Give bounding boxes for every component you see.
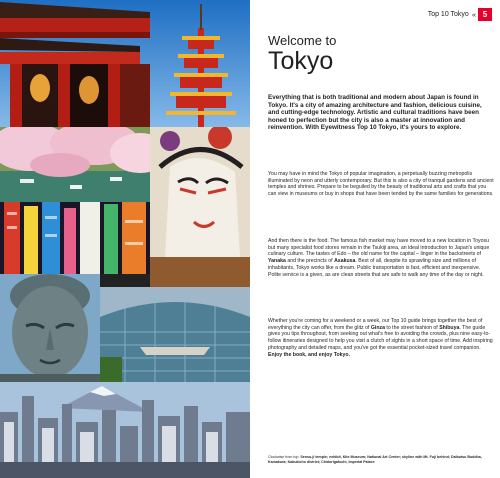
title-pre: Welcome to bbox=[268, 33, 337, 48]
text-run: And then there is the food. The famous fish market may have moved to a new location in Toyosu but many specialist food stores remain in the Tsukiji area, an ideal introduction to Japan's unique culinary culture. The tastes of Edo – the old name for the capital – linger in the backstreets of bbox=[268, 238, 490, 258]
text-run: and the precincts of bbox=[285, 258, 335, 265]
photo-skyline-mt-fuji bbox=[0, 382, 250, 478]
running-header bbox=[425, 8, 492, 21]
text-run: . The guide gives you tips throughout, from seeking out what's free to avoiding the crowds, plus nine easy-to-follow itineraries designed to help you visit a clutch of sights in a short space of time. Add inspiring photography and detailed maps, and you've got the essential pocket-sized travel companion. bbox=[268, 324, 493, 351]
body-paragraph-3 bbox=[268, 318, 494, 358]
text-run: . Best of all, despite its sprawling size and millions of inhabitants, Tokyo works like a dream. Public transportation is fast, efficient and inexpensive. Polite service is a given, as are clean streets that are safe to walk any time of the day or night. bbox=[268, 258, 484, 278]
body-paragraph-2 bbox=[268, 238, 494, 278]
text-page bbox=[250, 0, 500, 478]
page-number: 5 bbox=[478, 8, 492, 21]
place-asakusa: Asakusa bbox=[334, 258, 356, 265]
text-run: Whether you're coming for a weekend or a week, our Top 10 guide brings together the best of everything the city can offer, from the glitz of bbox=[268, 318, 483, 331]
closing-line: Enjoy the book, and enjoy Tokyo. bbox=[268, 351, 351, 358]
photo-national-art-center bbox=[100, 287, 250, 382]
intro-paragraph: Everything that is both traditional and modern about Japan is found in Tokyo. It's a city of amazing architecture and fashion, delicious cuisine, and cutting-edge technology. Artistic and cultural traditions have been honed to perfection but the city is also a master at innovation and reinvention. With Eyewitness Top 10 Tokyo, it's yours to explore. bbox=[268, 94, 482, 132]
chevron-left-icon: « bbox=[471, 10, 475, 19]
title-main: Tokyo bbox=[268, 47, 334, 75]
place-yanaka: Yanaka bbox=[268, 258, 286, 265]
place-ginza: Ginza bbox=[370, 324, 385, 331]
body-paragraph-1: You may have in mind the Tokyo of popular imagination, a perpetually buzzing metropolis illuminated by neon and utterly contemporary. But this is also a city of tranquil gardens and ancient temples and shrines. Prepare to be beguiled by the beauty of traditional arts and crafts that you can view in museums or buy in shops that have been tended by the same families for generations. bbox=[268, 171, 494, 198]
photo-kabukicho-district bbox=[0, 202, 150, 274]
text-run: to the street fashion of bbox=[384, 324, 440, 331]
photo-caption bbox=[268, 455, 494, 465]
photo-senso-ji-temple bbox=[0, 0, 250, 127]
place-shibuya: Shibuya bbox=[439, 324, 460, 331]
caption-lead: Clockwise from top: bbox=[268, 455, 301, 459]
photo-kite-museum-exhibit bbox=[150, 127, 250, 287]
caption-text: Senso-ji temple; exhibit, Kite Museum; National Art Center; skyline with Mt. Fuji behind; Daibutsu Buddha, Kamakura; Kabukicho district; Chidorigafuchi, Imperial Palace bbox=[268, 455, 482, 465]
section-label: Top 10 Tokyo bbox=[427, 11, 469, 18]
photo-chidorigafuchi bbox=[0, 127, 150, 202]
photo-daibutsu-buddha bbox=[0, 274, 100, 382]
page-title bbox=[268, 33, 490, 75]
